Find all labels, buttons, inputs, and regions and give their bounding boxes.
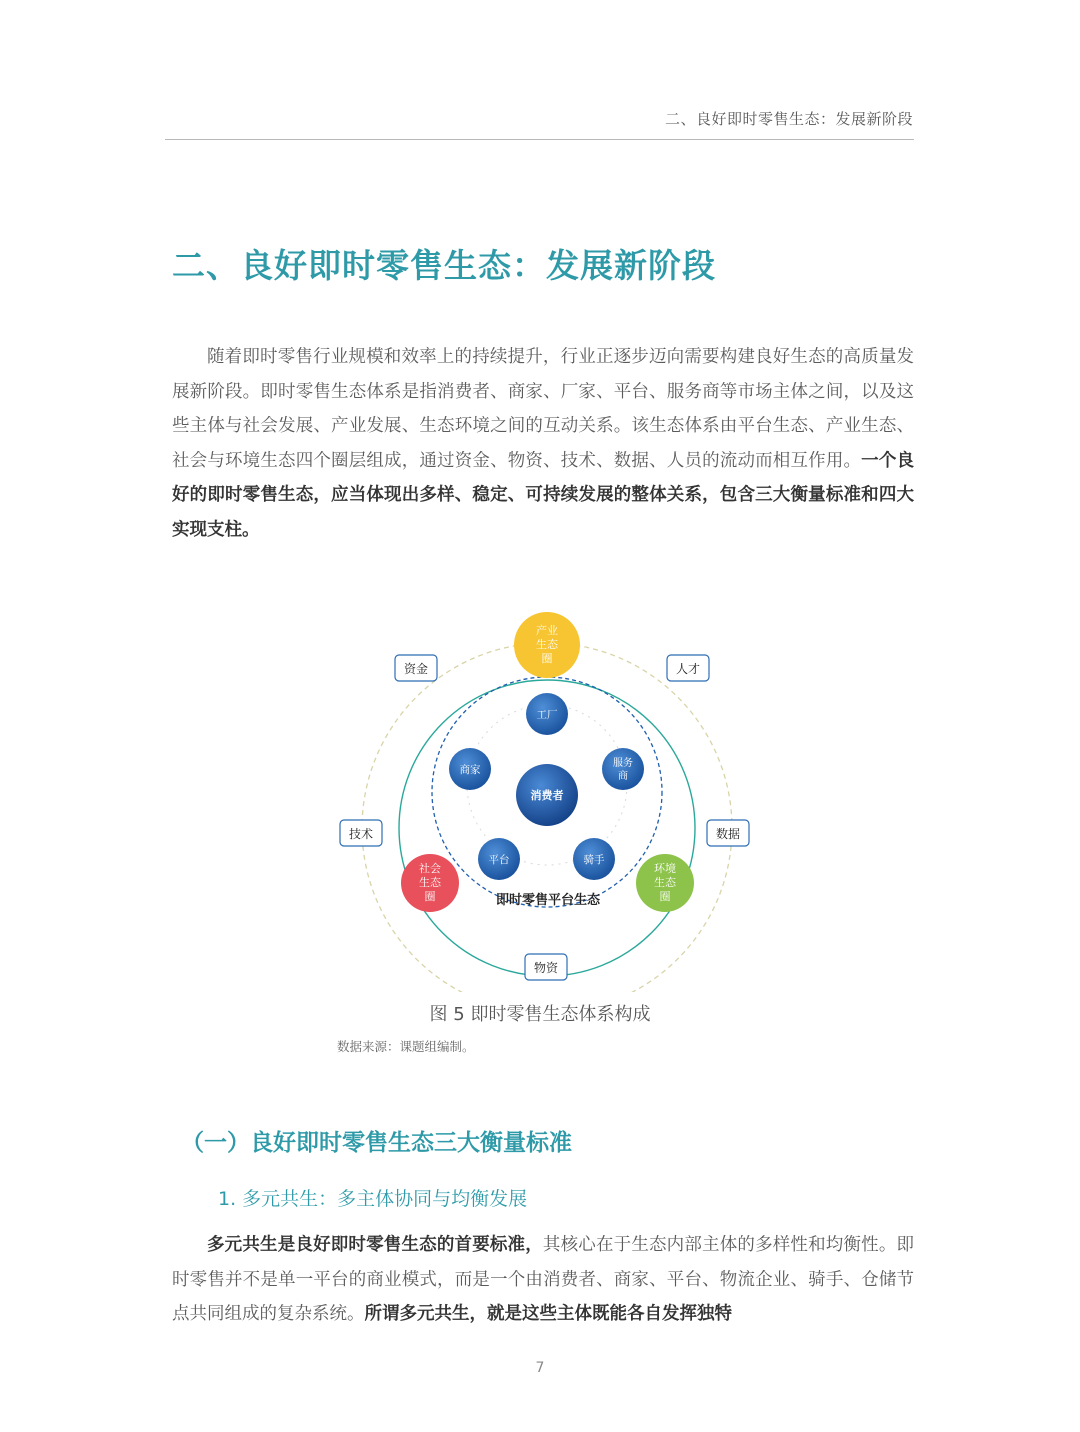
body-bold-tail: 所谓多元共生，就是这些主体既能各自发挥独特: [364, 1304, 732, 1324]
section-title: 二、良好即时零售生态：发展新阶段: [172, 246, 716, 285]
intro-paragraph: [172, 340, 914, 547]
environment-circle: [636, 854, 694, 912]
svg-text:平台: 平台: [488, 854, 510, 866]
platform-ring-label: 即时零售平台生态: [495, 893, 601, 908]
header-divider: [165, 139, 914, 140]
svg-text:消费者: 消费者: [530, 789, 564, 802]
node-merchant: [449, 748, 491, 790]
svg-text:服务: 服务: [613, 758, 633, 769]
body-paragraph: [172, 1228, 914, 1332]
flow-data: [707, 820, 749, 846]
svg-text:圈: 圈: [659, 890, 671, 903]
node-platform: [478, 838, 520, 880]
flow-technology: [340, 820, 382, 846]
node-factory: [526, 693, 568, 735]
intro-text: 随着即时零售行业规模和效率上的持续提升，行业正逐步迈向需要构建良好生态的高质量发展新阶段。即时零售生态体系是指消费者、商家、厂家、平台、服务商等市场主体之间，以及这些主体与社会发展、产业发展、生态环境之间的互动关系。该生态体系由平台生态、产业生态、社会与环境生态四个圈层组成，通过资金、物资、技术、数据、人员的流动而相互作用。: [172, 347, 914, 471]
flow-materials: [525, 954, 567, 980]
node-service-provider: [602, 748, 644, 790]
svg-text:生态: 生态: [654, 876, 676, 889]
svg-text:骑手: 骑手: [583, 854, 605, 866]
svg-text:工厂: 工厂: [536, 709, 558, 721]
svg-text:社会: 社会: [419, 862, 441, 875]
svg-text:圈: 圈: [541, 652, 553, 665]
svg-text:圈: 圈: [424, 890, 436, 903]
body-bold-lead: 多元共生是良好即时零售生态的首要标准，: [207, 1235, 543, 1255]
svg-text:资金: 资金: [403, 662, 429, 676]
svg-text:环境: 环境: [654, 862, 676, 875]
ecosystem-diagram: [330, 600, 750, 992]
svg-text:数据: 数据: [715, 827, 741, 841]
svg-text:商: 商: [618, 771, 628, 782]
social-circle: [401, 854, 459, 912]
svg-text:产业: 产业: [536, 624, 558, 637]
svg-text:生态: 生态: [419, 876, 441, 889]
svg-text:生态: 生态: [536, 638, 558, 651]
svg-text:人才: 人才: [675, 662, 701, 676]
industry-circle: [514, 612, 580, 678]
page-number: 7: [535, 1360, 545, 1376]
figure-source: 数据来源：课题组编制。: [337, 1039, 475, 1054]
svg-text:商家: 商家: [459, 764, 481, 776]
running-header: 二、良好即时零售生态：发展新阶段: [664, 110, 913, 128]
figure-caption: 图 5 即时零售生态体系构成: [429, 1004, 651, 1025]
node-consumer: [516, 764, 578, 826]
svg-text:技术: 技术: [348, 827, 374, 841]
subsubsection-title: 1. 多元共生：多主体协同与均衡发展: [218, 1188, 528, 1210]
svg-text:物资: 物资: [533, 961, 559, 975]
subsection-title: （一）良好即时零售生态三大衡量标准: [181, 1130, 572, 1156]
body-text: 其核心在于生态内部主体的多样性和均衡性。即时零售并不是单一平台的商业模式，而是一个由消费者、商家、平台、物流企业、骑手、仓储节点共同组成的复杂系统。: [172, 1235, 915, 1324]
node-rider: [573, 838, 615, 880]
intro-bold-text: 一个良好的即时零售生态，应当体现出多样、稳定、可持续发展的整体关系，包含三大衡量标准和四大实现支柱。: [172, 450, 914, 540]
flow-talent: [667, 655, 709, 681]
flow-capital: [395, 655, 437, 681]
